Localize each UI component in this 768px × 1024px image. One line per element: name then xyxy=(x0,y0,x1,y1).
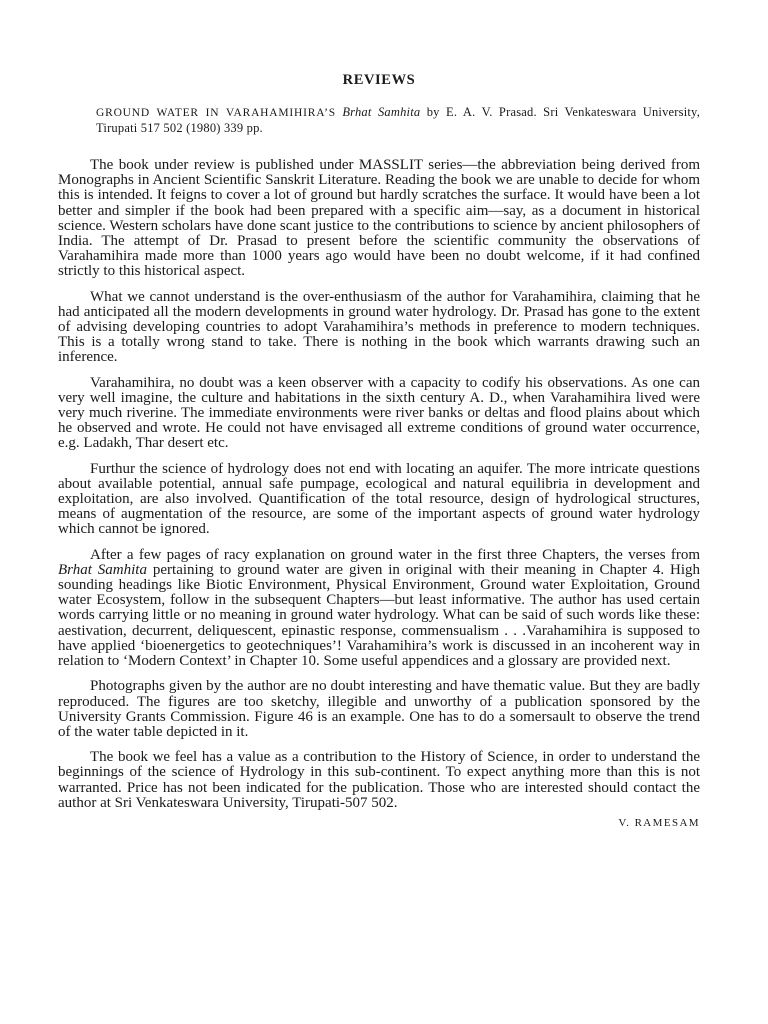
paragraph-3: Varahamihira, no doubt was a keen observer with a capacity to codify his observations. As one can very well imagine, the culture and habitations in the sixth century A. D., when Varahamihira lived were very much riverine. The immediate environments were river banks or deltas and flood plains about which he observed and wrote. He could not have envisaged all extreme conditions of ground water occurrence, e.g. Ladakh, Thar desert etc. xyxy=(58,374,700,452)
paragraph-5 xyxy=(58,548,700,670)
paragraph-7: The book we feel has a value as a contribution to the History of Science, in order to understand the beginnings of the science of Hydrology in this sub-continent. To expect anything more than this is not warranted. Price has not been indicated for the publication. Those who are interested should contact the author at Sri Venkateswara University, Tirupati-507 502. xyxy=(58,749,700,811)
citation-book-title: Brhat Samhita xyxy=(342,105,421,119)
paragraph-1: The book under review is published under MASSLIT series—the abbreviation being derived from Monographs in Ancient Scientific Sanskrit Literature. Reading the book we are unable to decide for whom this is intended. It feigns to cover a lot of ground but hardly scratches the surface. It would have been a lot better and simpler if the book had been prepared with a specific aim—say, as a document in historical science. Western scholars have done scant justice to the contributions to science by ancient philosophers of India. The attempt of Dr. Prasad to present before the scientific community the observations of Varahamihira made more than 1000 years ago would have been no doubt welcome, if it had confined strictly to this historical aspect. xyxy=(58,157,700,280)
paragraph-5-book-title: Brhat Samhita xyxy=(58,561,147,578)
page-heading: REVIEWS xyxy=(342,72,416,88)
paragraph-6: Photographs given by the author are no doubt interesting and have thematic value. But they are badly reproduced. The figures are too sketchy, illegible and unworthy of a publication sponsored by the University Grants Commission. Figure 46 is an example. One has to do a somersault to observe the trend of the water table depicted in it. xyxy=(58,678,700,740)
review-body xyxy=(58,158,700,811)
paragraph-5-part-b: pertaining to ground water are given in original with their meaning in Chapter 4. High sounding headings like Biotic Environment, Physical Environment, Ground water Exploitation, Ground water Ecosystem, follow in the subsequent Chapters—but least informative. The author has used certain words carrying little or no meaning in ground water hydrology. What can be said of such words like these: aestivation, decurrent, deliquescent, epinastic response, commensualism . . .Varahamihira is supposed to have applied ‘bioenergetics to geotechniques’! Varahamihira’s work is discussed in an incoherent way in relation to ‘Modern Context’ in Chapter 10. Some useful appendices and a glossary are provided next. xyxy=(58,561,700,670)
citation-rest: by E. A. V. Prasad. Sri Venkateswara University, Tirupati 517 502 (1980) 339 pp. xyxy=(96,105,701,135)
citation-prefix: GROUND WATER IN VARAHAMIHIRA’S xyxy=(96,107,336,119)
book-citation xyxy=(96,105,700,136)
review-page xyxy=(58,72,700,829)
paragraph-4: Furthur the science of hydrology does not end with locating an aquifer. The more intricate questions about available potential, annual safe pumpage, ecological and natural equilibria in development and exploitation, are also involved. Quantification of the total resource, design of hydrological structures, means of augmentation of the resource, are some of the important aspects of ground water hydrology which cannot be ignored. xyxy=(58,460,700,538)
paragraph-2: What we cannot understand is the over-enthusiasm of the author for Varahamihira, claiming that he had anticipated all the modern developments in ground water hydrology. Dr. Prasad has gone to the extent of advising developing countries to adopt Varahamihira’s methods in preference to modern techniques. This is a totally wrong stand to take. There is nothing in the book which warrants drawing such an inference. xyxy=(58,288,700,366)
reviewer-signature: V. RAMESAM xyxy=(618,816,700,829)
paragraph-5-part-a: After a few pages of racy explanation on ground water in the first three Chapters, the verses from xyxy=(90,546,700,563)
